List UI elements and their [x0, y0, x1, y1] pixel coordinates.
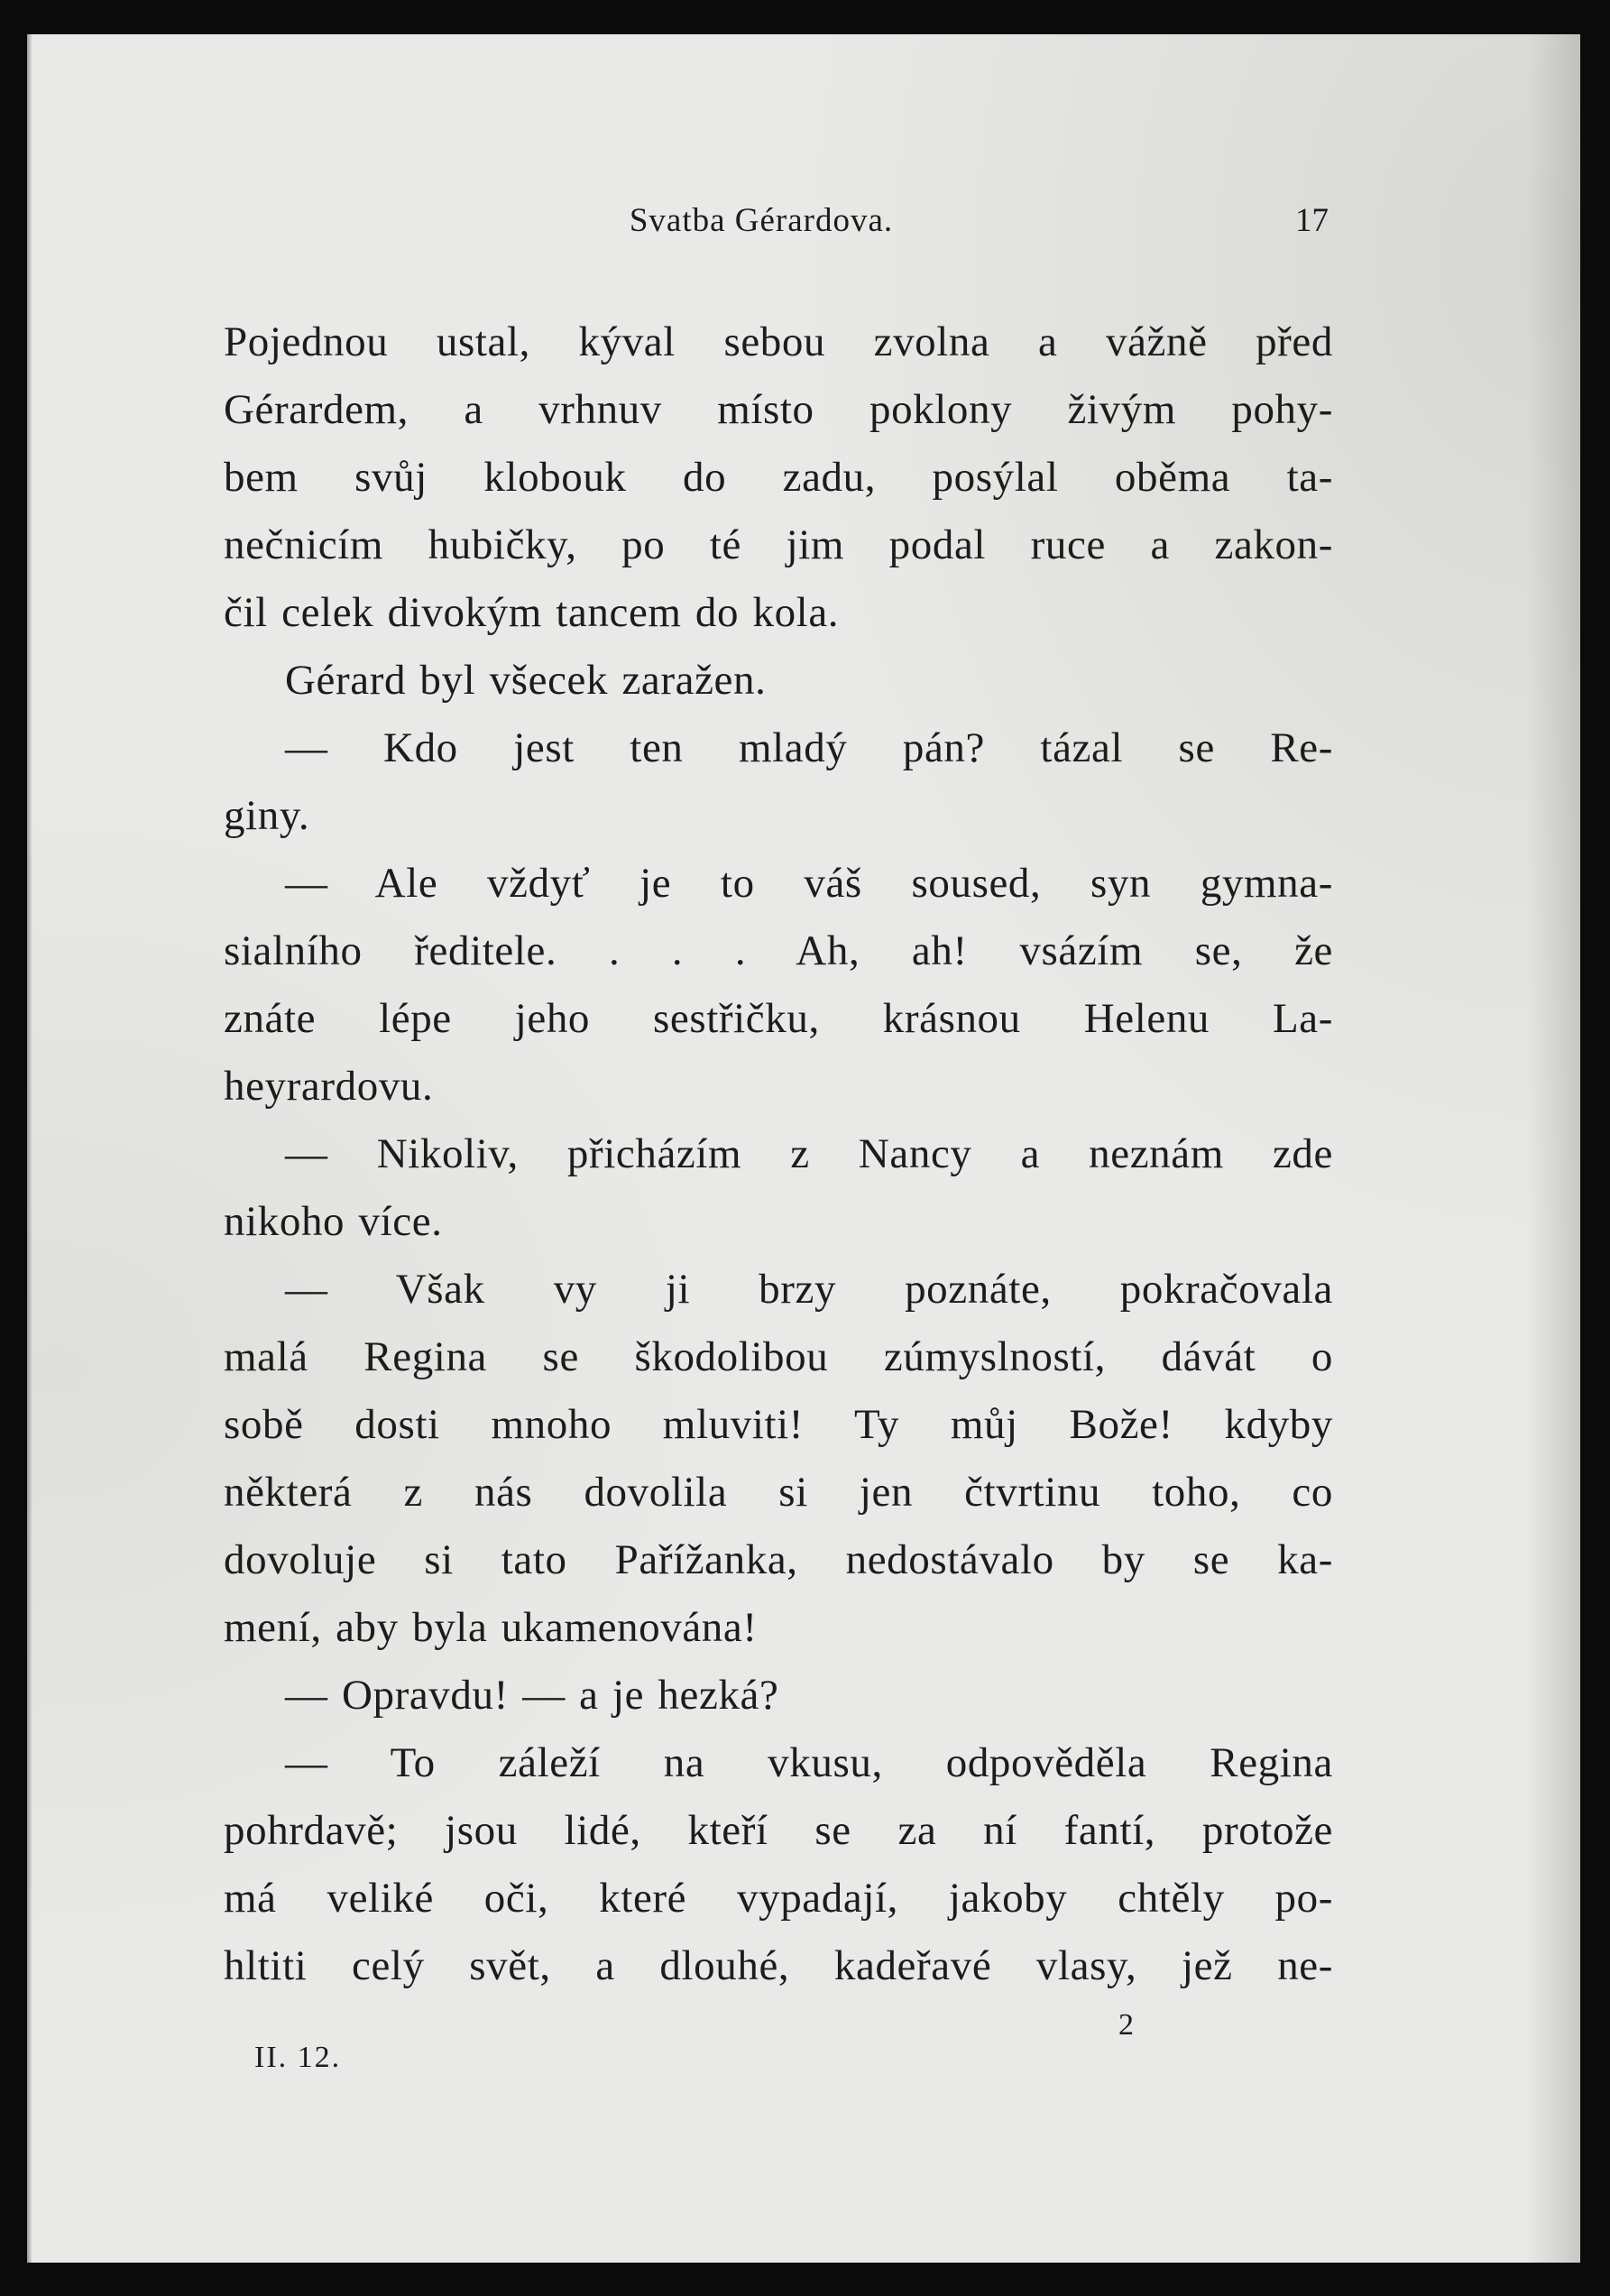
- body-text: [224, 309, 1333, 2000]
- text-line: sialního ředitele. . . . Ah, ah! vsázím se, že: [224, 927, 1333, 974]
- text-line: Gérard byl všecek zaražen.: [285, 657, 767, 704]
- text-line: — Kdo jest ten mladý pán? tázal se Re-: [285, 724, 1333, 771]
- text-line: hltiti celý svět, a dlouhé, kadeřavé vlasy, jež ne-: [224, 1942, 1333, 1989]
- text-line: mení, aby byla ukamenována!: [224, 1604, 758, 1651]
- text-line: Gérardem, a vrhnuv místo poklony živým pohy-: [224, 386, 1333, 433]
- text-line: má veliké oči, které vypadají, jakoby chtěly po-: [224, 1875, 1333, 1922]
- text-line: — Opravdu! — a je hezká?: [285, 1672, 779, 1719]
- text-line: giny.: [224, 792, 310, 839]
- text-line: čil celek divokým tancem do kola.: [224, 589, 840, 636]
- text-line: bem svůj klobouk do zadu, posýlal oběma ta-: [224, 454, 1333, 501]
- page-left-edge: [27, 34, 32, 2263]
- text-line: — To záleží na vkusu, odpověděla Regina: [285, 1739, 1333, 1786]
- running-title: Svatba Gérardova.: [629, 202, 894, 239]
- text-line: pohrdavě; jsou lidé, kteří se za ní fantí, protože: [224, 1807, 1333, 1854]
- text-line: sobě dosti mnoho mluviti! Ty můj Bože! kdyby: [224, 1401, 1333, 1448]
- page-right-shadow: [1526, 34, 1580, 2263]
- text-line: — Ale vždyť je to váš soused, syn gymna-: [285, 860, 1333, 907]
- text-line: malá Regina se škodolibou zúmyslností, dávát o: [224, 1333, 1333, 1380]
- text-line: nikoho více.: [224, 1198, 443, 1245]
- running-head: [194, 201, 1329, 252]
- text-line: dovoluje si tato Pařížanka, nedostávalo by se ka-: [224, 1536, 1333, 1583]
- text-line: — Nikoliv, přicházím z Nancy a neznám zde: [285, 1130, 1333, 1177]
- signature-mark: II. 12.: [254, 2041, 342, 2074]
- text-line: nečnicím hubičky, po té jim podal ruce a zakon-: [224, 521, 1333, 568]
- page-number: 17: [1295, 202, 1329, 239]
- text-line: heyrardovu.: [224, 1063, 434, 1110]
- text-line: Pojednou ustal, kýval sebou zvolna a vážně před: [224, 318, 1333, 365]
- text-line: znáte lépe jeho sestřičku, krásnou Helenu La-: [224, 995, 1333, 1042]
- text-line: některá z nás dovolila si jen čtvrtinu toho, co: [224, 1469, 1333, 1516]
- sheet-number: 2: [1118, 2008, 1134, 2042]
- text-line: — Však vy ji brzy poznáte, pokračovala: [285, 1266, 1333, 1313]
